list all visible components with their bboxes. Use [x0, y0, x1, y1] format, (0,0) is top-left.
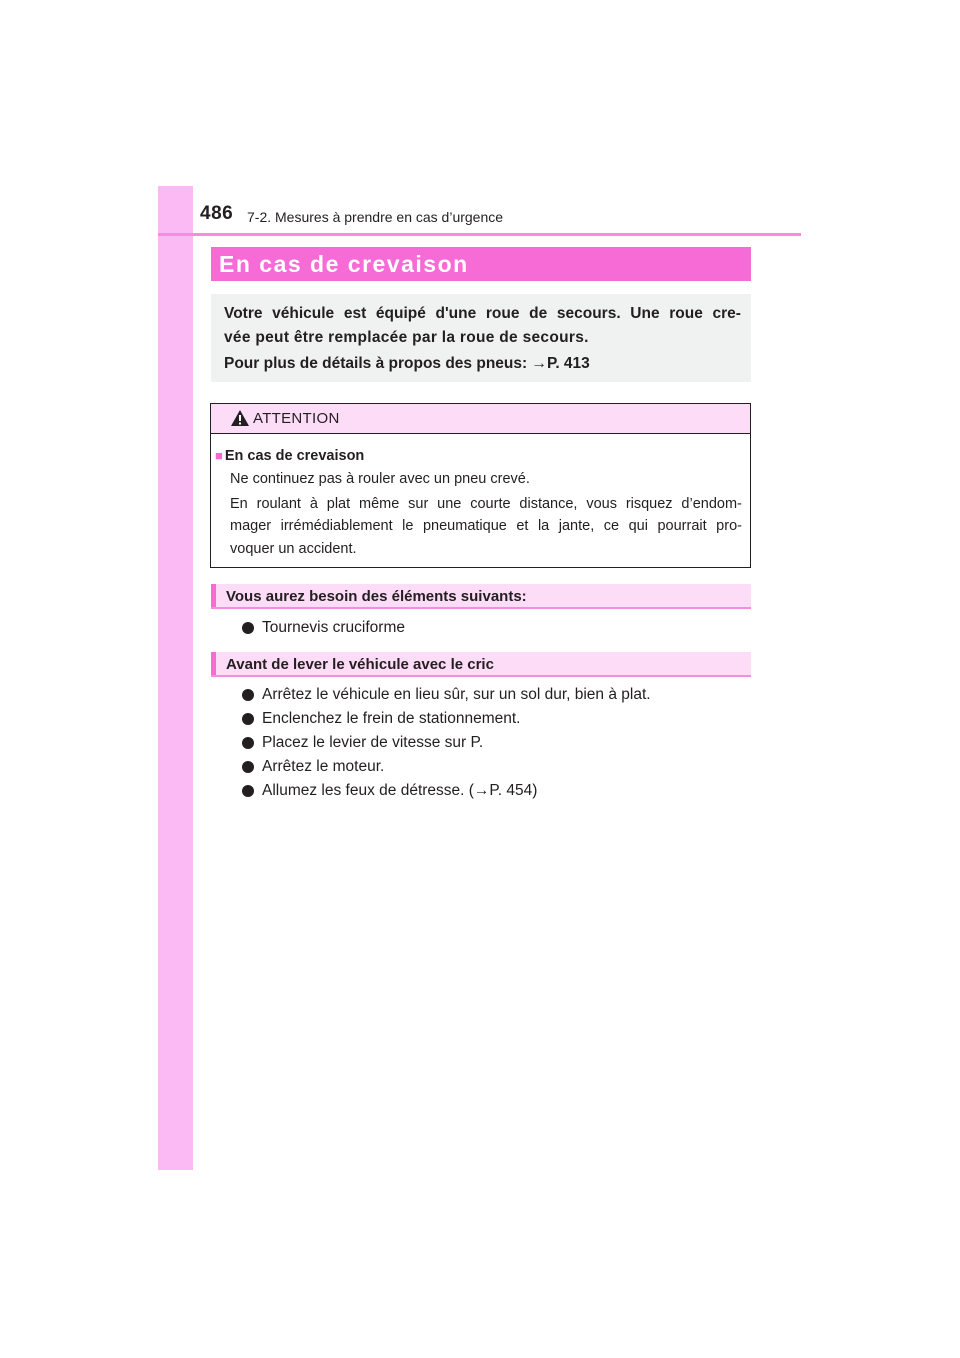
page-number: 486: [200, 203, 234, 224]
list-item-text: Enclenchez le frein de stationnement.: [262, 710, 521, 727]
list-item: [242, 619, 405, 637]
word: mager: [230, 518, 272, 534]
warning-triangle-icon: [230, 409, 250, 427]
word: est: [343, 305, 367, 322]
caution-line-3: [230, 518, 742, 534]
word: une: [437, 496, 462, 512]
word: véhicule: [272, 305, 335, 322]
word: Une: [630, 305, 660, 322]
word: Votre: [224, 305, 263, 322]
caution-title: ATTENTION: [253, 410, 340, 427]
caution-box: [210, 403, 751, 568]
word: sur: [408, 496, 429, 512]
bullet-icon: [242, 761, 254, 773]
word: pro-: [716, 518, 742, 534]
word: roue: [669, 305, 703, 322]
list-item: [242, 686, 651, 704]
word: de: [529, 305, 548, 322]
word: jante,: [558, 518, 595, 534]
word: la: [537, 518, 550, 534]
word: et: [516, 518, 529, 534]
list-item: [242, 710, 521, 728]
list-item-text: Allumez les feux de détresse. (→P. 454): [262, 782, 538, 799]
square-bullet-icon: ■: [215, 448, 223, 463]
word: secours.: [556, 305, 621, 322]
word: roulant: [256, 496, 301, 512]
word: distance,: [519, 496, 578, 512]
word: risquez: [625, 496, 673, 512]
caution-line-4: voquer un accident.: [230, 541, 357, 557]
caution-heading: [215, 448, 364, 464]
word: vous: [586, 496, 617, 512]
word: le: [402, 518, 414, 534]
caution-line-2: [230, 496, 742, 512]
side-tab-bar: [158, 186, 193, 1170]
bullet-icon: [242, 622, 254, 634]
header-rule: [158, 233, 801, 236]
word: cre-: [712, 305, 741, 322]
word: plat: [326, 496, 351, 512]
intro-line-2: vée peut être remplacée par la roue de secours.: [224, 329, 589, 346]
caution-line-1: Ne continuez pas à rouler avec un pneu crevé.: [230, 471, 530, 487]
word: irrémédiablement: [280, 518, 393, 534]
word: d'une: [435, 305, 477, 322]
caution-header: [211, 404, 750, 434]
word: En: [230, 496, 248, 512]
list-item-text: Tournevis cruciforme: [262, 619, 405, 636]
intro-line-3: Pour plus de détails à propos des pneus: →P. 413: [224, 355, 590, 372]
bullet-icon: [242, 689, 254, 701]
word: pourrait: [657, 518, 707, 534]
needs-subsection-header: [211, 584, 751, 609]
list-item: [242, 758, 384, 776]
word: à: [309, 496, 318, 512]
needs-title: Vous aurez besoin des éléments suivants:: [226, 588, 527, 605]
chapter-title: 7-2. Mesures à prendre en cas d’urgence: [247, 209, 504, 225]
word: équipé: [375, 305, 426, 322]
word: même: [359, 496, 400, 512]
bullet-icon: [242, 713, 254, 725]
section-title-banner: [211, 247, 751, 281]
list-item: [242, 782, 537, 800]
word: qui: [628, 518, 648, 534]
list-item-text: Arrêtez le moteur.: [262, 758, 385, 775]
word: d’endom-: [681, 496, 742, 512]
before-lifting-title: Avant de lever le véhicule avec le cric: [226, 656, 494, 673]
word: roue: [485, 305, 520, 322]
intro-line-1: [224, 305, 741, 323]
bullet-icon: [242, 785, 254, 797]
word: courte: [470, 496, 511, 512]
section-title: En cas de crevaison: [219, 251, 469, 277]
caution-heading-text: En cas de crevaison: [224, 448, 365, 464]
list-item-text: Placez le levier de vitesse sur P.: [262, 734, 484, 751]
list-item: [242, 734, 483, 752]
word: ce: [603, 518, 620, 534]
word: pneumatique: [422, 518, 507, 534]
before-lifting-subsection-header: [211, 652, 751, 677]
list-item-text: Arrêtez le véhicule en lieu sûr, sur un sol dur, bien à plat.: [262, 686, 651, 703]
intro-box: [211, 294, 751, 382]
bullet-icon: [242, 737, 254, 749]
